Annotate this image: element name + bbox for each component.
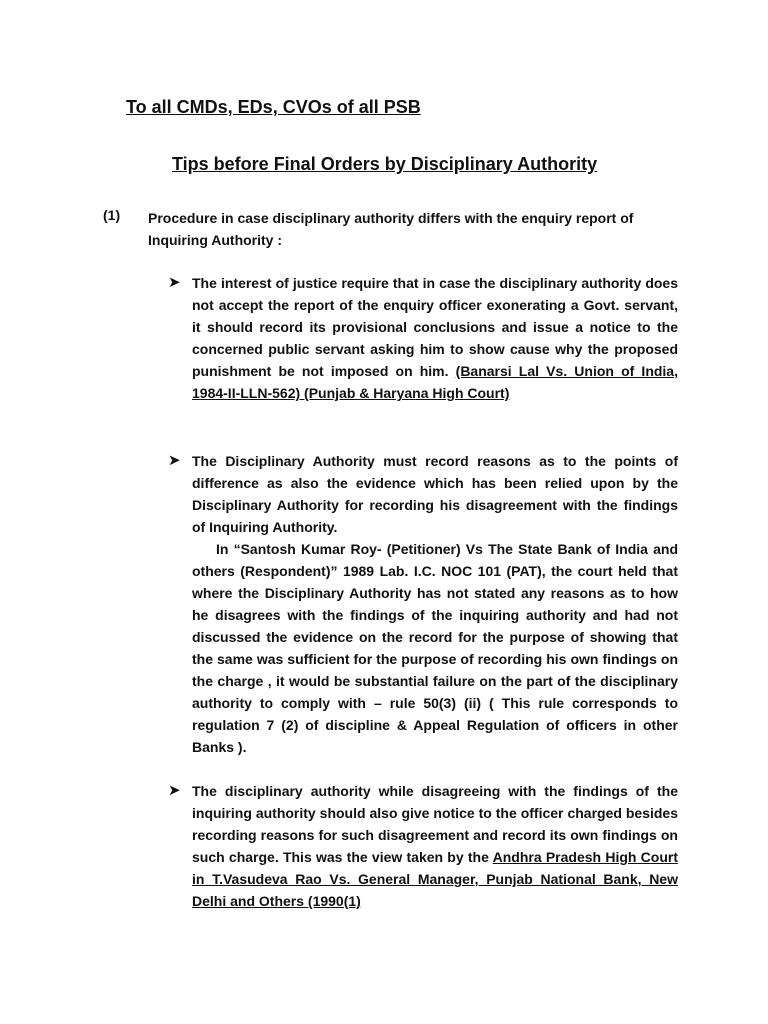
arrowhead-bullet-icon: ➤	[168, 274, 181, 291]
bullet-point-3	[168, 780, 680, 912]
section-number: (1)	[103, 207, 121, 223]
bullet-body: The interest of justice require that in case the disciplinary authority does not accept the report of the enquiry officer exonerating a Govt. servant, it should record its provisional conclusions and issue a notice to the concerned public servant asking him to show cause why the proposed punishment be not imposed on him.	[192, 275, 678, 379]
arrowhead-bullet-icon: ➤	[168, 452, 181, 469]
bullet-body: The Disciplinary Authority must record reasons as to the points of difference as also the evidence which has been relied upon by the Disciplinary Authority for recording his disagreement with the findings of Inquiring Authority.	[192, 453, 678, 535]
case-paragraph: In “Santosh Kumar Roy- (Petitioner) Vs The State Bank of India and others (Respondent)” 1989 Lab. I.C. NOC 101 (PAT), the court held that where the Disciplinary Authority has not stated any reasons as to how he disagrees with the findings of the inquiring authority and had not discussed the evidence on the record for the purpose of showing that the same was sufficient for the purpose of recording his own findings on the charge , it would be substantial failure on the part of the disciplinary authority to comply with – rule 50(3) (ii) ( This rule corresponds to regulation 7 (2) of discipline & Appeal Regulation of officers in other Banks ).	[192, 541, 678, 755]
bullet-point-1	[168, 272, 680, 404]
addressee-heading: To all CMDs, EDs, CVOs of all PSB	[126, 97, 421, 117]
bullet-text	[192, 272, 678, 404]
document-title: Tips before Final Orders by Disciplinary Authority	[172, 154, 598, 174]
arrowhead-bullet-icon: ➤	[168, 782, 181, 799]
bullet-body: The disciplinary authority while disagreeing with the findings of the inquiring authority should also give notice to the officer charged besides recording reasons for such disagreement and record its own findings on such charge. This was the view taken by the	[192, 783, 678, 865]
bullet-point-2	[168, 450, 680, 758]
bullet-text	[192, 450, 678, 758]
case-citation: (Banarsi Lal Vs. Union of India, 1984-II-LLN-562) (Punjab & Haryana High Court)	[192, 363, 678, 401]
bullet-text	[192, 780, 678, 912]
section-title: Procedure in case disciplinary authority differs with the enquiry report of Inquiring Authority :	[148, 210, 634, 248]
case-citation: Andhra Pradesh High Court in T.Vasudeva Rao Vs. General Manager, Punjab National Bank, New Delhi and Others (1990(1)	[192, 849, 678, 909]
